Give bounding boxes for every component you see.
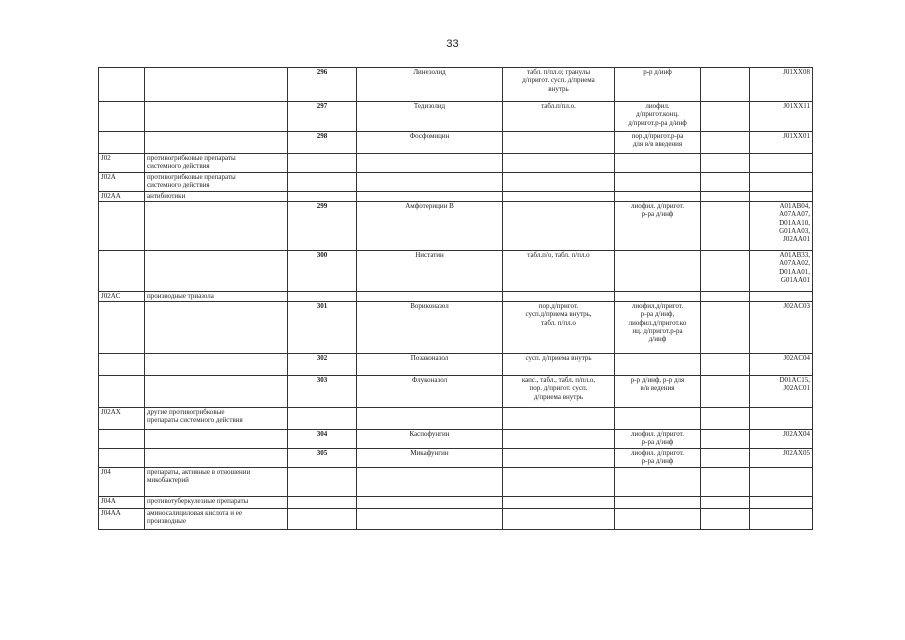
table-row — [99, 292, 813, 302]
drug-forms-infusion: р-р д/инф, р-р для в/в ведения — [615, 376, 701, 408]
drug-forms: сусп. д/приема внутрь — [503, 354, 615, 376]
drug-forms-infusion — [615, 292, 701, 302]
drug-name: Амфотерицин В — [357, 202, 503, 251]
row-code: J02AC — [99, 292, 145, 302]
table-row — [99, 302, 813, 354]
table-row — [99, 509, 813, 530]
row-number: 303 — [288, 376, 357, 408]
atc-code — [750, 509, 813, 530]
row-name — [145, 302, 288, 354]
row-code — [99, 102, 145, 132]
table-row — [99, 192, 813, 202]
row-code: J02A — [99, 173, 145, 192]
atc-code: J01XX01 — [750, 132, 813, 154]
row-name: антибиотики — [145, 192, 288, 202]
row-code: J04A — [99, 497, 145, 509]
drug-forms — [503, 509, 615, 530]
drug-forms-infusion — [615, 509, 701, 530]
row-extra — [701, 202, 750, 251]
row-extra — [701, 430, 750, 449]
row-code — [99, 376, 145, 408]
drug-forms-infusion: р-р д/инф — [615, 68, 701, 102]
atc-code: A01AB33, A07AA02, D01AA01, G01AA01 — [750, 251, 813, 292]
drug-table — [98, 67, 813, 530]
table-row — [99, 354, 813, 376]
drug-forms-infusion: лиофил. д/пригот.конц. д/пригот.р-ра д/инф — [615, 102, 701, 132]
atc-code: J02AC03 — [750, 302, 813, 354]
row-extra — [701, 154, 750, 173]
row-number: 296 — [288, 68, 357, 102]
row-number — [288, 408, 357, 430]
row-name — [145, 102, 288, 132]
row-extra — [701, 132, 750, 154]
row-code — [99, 202, 145, 251]
table-row — [99, 408, 813, 430]
row-number — [288, 468, 357, 497]
row-code: J02AA — [99, 192, 145, 202]
row-extra — [701, 468, 750, 497]
row-name — [145, 68, 288, 102]
row-number: 297 — [288, 102, 357, 132]
drug-name — [357, 408, 503, 430]
drug-name: Фосфомицин — [357, 132, 503, 154]
drug-name: Микафунгин — [357, 449, 503, 468]
drug-name: Каспофунгин — [357, 430, 503, 449]
drug-forms: табл.п/пл.о. — [503, 102, 615, 132]
drug-forms — [503, 468, 615, 497]
atc-code — [750, 497, 813, 509]
drug-name — [357, 173, 503, 192]
drug-name — [357, 292, 503, 302]
table-row — [99, 154, 813, 173]
drug-forms-infusion: лиофил.д/пригот. р-ра д/инф, лиофил.д/пригот.ко нц. д/пригот.р-ра д/инф — [615, 302, 701, 354]
row-code — [99, 430, 145, 449]
table-row — [99, 132, 813, 154]
drug-name — [357, 468, 503, 497]
row-code — [99, 251, 145, 292]
drug-forms-infusion: лиофил. д/пригот. р-ра д/инф — [615, 430, 701, 449]
drug-forms-infusion — [615, 251, 701, 292]
row-name — [145, 132, 288, 154]
drug-forms-infusion — [615, 173, 701, 192]
row-code — [99, 302, 145, 354]
drug-name: Позаконазол — [357, 354, 503, 376]
atc-code: J02AC04 — [750, 354, 813, 376]
drug-forms-infusion — [615, 192, 701, 202]
row-extra — [701, 173, 750, 192]
drug-forms — [503, 430, 615, 449]
row-name: противотуберкулезные препараты — [145, 497, 288, 509]
row-extra — [701, 251, 750, 292]
row-name — [145, 376, 288, 408]
row-extra — [701, 449, 750, 468]
row-name — [145, 354, 288, 376]
row-extra — [701, 102, 750, 132]
atc-code — [750, 292, 813, 302]
drug-forms-infusion — [615, 154, 701, 173]
row-extra — [701, 302, 750, 354]
atc-code — [750, 154, 813, 173]
table-row — [99, 376, 813, 408]
row-name: противогрибковые препараты системного действия — [145, 154, 288, 173]
row-code: J02 — [99, 154, 145, 173]
row-name: препараты, активные в отношении микобактерий — [145, 468, 288, 497]
row-extra — [701, 354, 750, 376]
drug-name — [357, 192, 503, 202]
drug-forms-infusion — [615, 408, 701, 430]
drug-forms — [503, 132, 615, 154]
drug-forms — [503, 154, 615, 173]
row-extra — [701, 497, 750, 509]
drug-forms: табл. п/пл.о; гранулы д/пригот. сусп. д/приема внутрь — [503, 68, 615, 102]
row-extra — [701, 509, 750, 530]
drug-name: Вориконазол — [357, 302, 503, 354]
atc-code — [750, 173, 813, 192]
row-code: J04AA — [99, 509, 145, 530]
drug-name — [357, 497, 503, 509]
drug-forms — [503, 449, 615, 468]
row-number: 299 — [288, 202, 357, 251]
row-name: производные триазола — [145, 292, 288, 302]
row-number: 300 — [288, 251, 357, 292]
table-row — [99, 202, 813, 251]
row-code — [99, 449, 145, 468]
row-number: 304 — [288, 430, 357, 449]
atc-code — [750, 192, 813, 202]
atc-code: J02AX04 — [750, 430, 813, 449]
row-name — [145, 251, 288, 292]
row-code — [99, 68, 145, 102]
row-extra — [701, 68, 750, 102]
drug-forms-infusion: пор.д/пригот.р-ра для в/в введения — [615, 132, 701, 154]
row-number: 302 — [288, 354, 357, 376]
page-number: 33 — [446, 38, 459, 50]
table-row — [99, 468, 813, 497]
row-extra — [701, 408, 750, 430]
atc-code — [750, 468, 813, 497]
atc-code: A01AB04, A07AA07, D01AA10, G01AA03, J02AA01 — [750, 202, 813, 251]
drug-forms — [503, 497, 615, 509]
drug-forms-infusion — [615, 468, 701, 497]
atc-code: J02AX05 — [750, 449, 813, 468]
row-name — [145, 202, 288, 251]
row-number — [288, 509, 357, 530]
drug-forms-infusion: лиофил. д/пригот. р-ра д/инф — [615, 449, 701, 468]
drug-forms: капс., табл., табл. п/пл.о, пор. д/пригот. сусп. д/приема внутрь — [503, 376, 615, 408]
row-code — [99, 132, 145, 154]
drug-name — [357, 154, 503, 173]
drug-forms-infusion — [615, 354, 701, 376]
table-row — [99, 102, 813, 132]
drug-name — [357, 509, 503, 530]
drug-forms-infusion: лиофил. д/пригот. р-ра д/инф — [615, 202, 701, 251]
drug-forms: табл.п/о, табл. п/пл.о — [503, 251, 615, 292]
row-name — [145, 449, 288, 468]
row-extra — [701, 376, 750, 408]
row-code: J02AX — [99, 408, 145, 430]
drug-name: Флуконазол — [357, 376, 503, 408]
row-name — [145, 430, 288, 449]
atc-code: J01XX11 — [750, 102, 813, 132]
drug-forms — [503, 173, 615, 192]
row-name: аминосалициловая кислота и ее производные — [145, 509, 288, 530]
drug-forms: пор.д/пригот. сусп.д/приема внутрь, табл. п/пл.о — [503, 302, 615, 354]
drug-name: Тедизолид — [357, 102, 503, 132]
table-row — [99, 173, 813, 192]
row-code — [99, 354, 145, 376]
atc-code: D01AC15, J02AC01 — [750, 376, 813, 408]
row-number — [288, 192, 357, 202]
drug-forms — [503, 408, 615, 430]
table-row — [99, 497, 813, 509]
row-number: 305 — [288, 449, 357, 468]
row-name: другие противогрибковые препараты системного действия — [145, 408, 288, 430]
atc-code: J01XX08 — [750, 68, 813, 102]
row-number: 301 — [288, 302, 357, 354]
drug-forms — [503, 192, 615, 202]
row-extra — [701, 292, 750, 302]
drug-name: Линезолид — [357, 68, 503, 102]
drug-forms — [503, 202, 615, 251]
row-number: 298 — [288, 132, 357, 154]
row-name: противогрибковые препараты системного действия — [145, 173, 288, 192]
atc-code — [750, 408, 813, 430]
row-extra — [701, 192, 750, 202]
table-row — [99, 449, 813, 468]
drug-name: Нистатин — [357, 251, 503, 292]
table-row — [99, 251, 813, 292]
drug-forms-infusion — [615, 497, 701, 509]
table-row — [99, 68, 813, 102]
row-code: J04 — [99, 468, 145, 497]
table-row — [99, 430, 813, 449]
row-number — [288, 154, 357, 173]
row-number — [288, 173, 357, 192]
drug-forms — [503, 292, 615, 302]
row-number — [288, 497, 357, 509]
row-number — [288, 292, 357, 302]
